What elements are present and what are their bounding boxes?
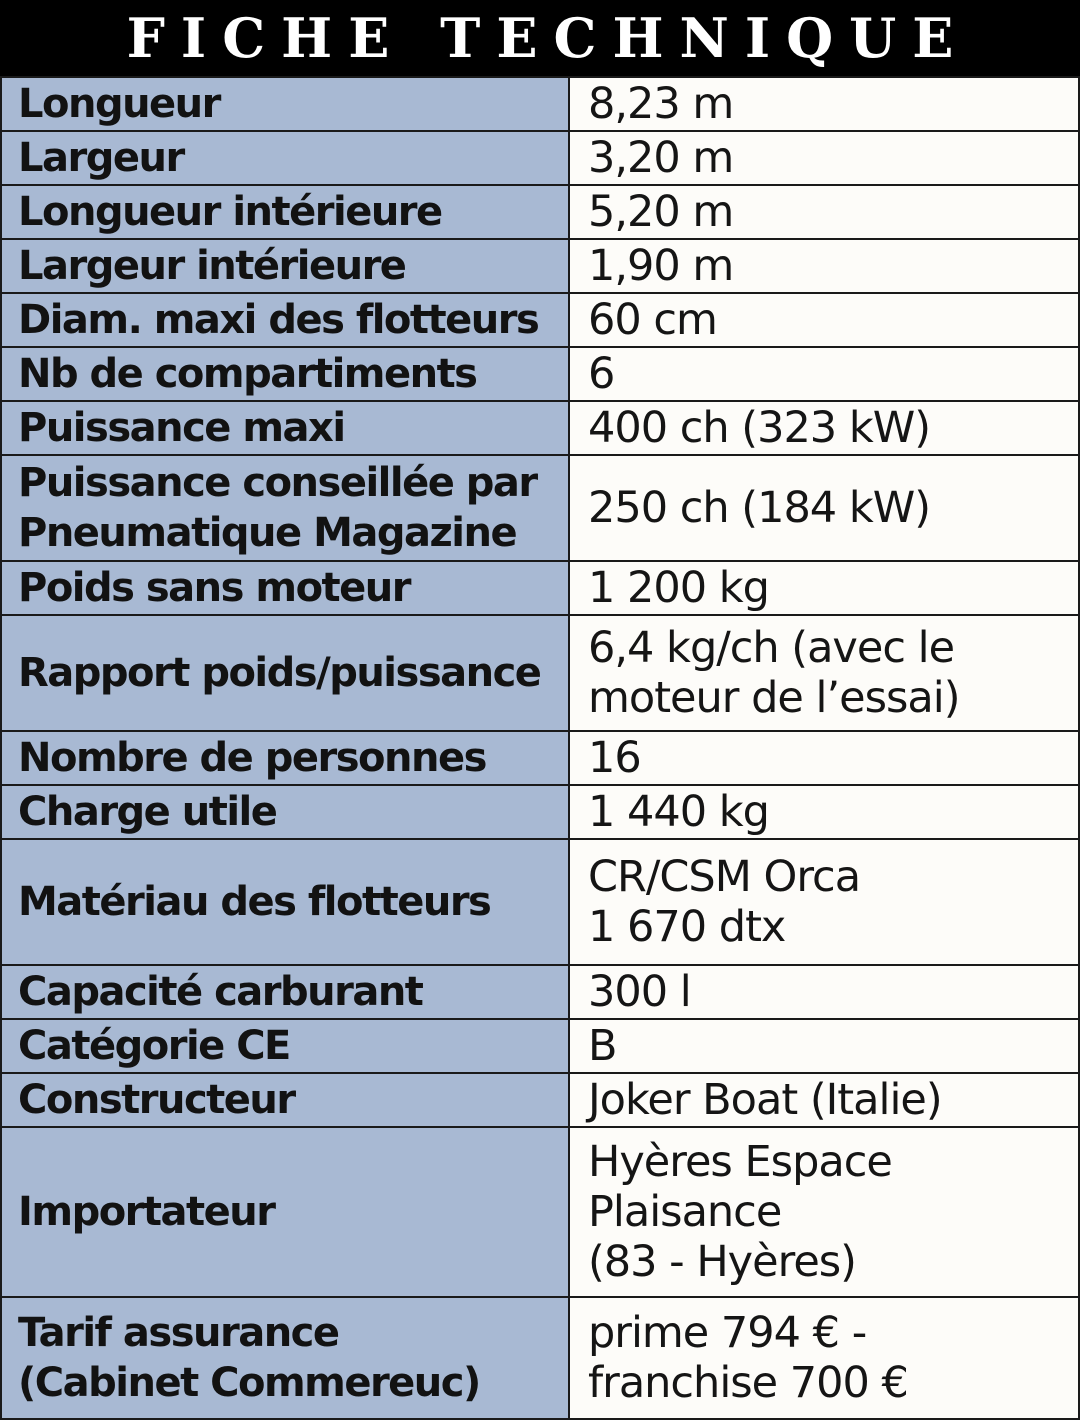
table-row [1,1127,1079,1297]
row-value: 400 ch (323 kW) [569,401,1079,455]
row-label: Poids sans moteur [1,561,569,615]
table-row [1,185,1079,239]
row-value: 16 [569,731,1079,785]
row-label: Rapport poids/puissance [1,615,569,731]
row-label: Puissance maxi [1,401,569,455]
spec-table [0,76,1080,1420]
row-label: Longueur intérieure [1,185,569,239]
row-label: Matériau des flotteurs [1,839,569,965]
row-value: 6,4 kg/ch (avec le moteur de l’essai) [569,615,1079,731]
table-row [1,561,1079,615]
row-label: Tarif assurance (Cabinet Commereuc) [1,1297,569,1419]
row-value: B [569,1019,1079,1073]
row-value: 8,23 m [569,77,1079,131]
row-label: Nb de compartiments [1,347,569,401]
table-row [1,1073,1079,1127]
row-value: 1,90 m [569,239,1079,293]
row-label: Largeur [1,131,569,185]
row-label: Catégorie CE [1,1019,569,1073]
row-label: Charge utile [1,785,569,839]
table-row [1,785,1079,839]
row-value: Hyères Espace Plaisance (83 - Hyères) [569,1127,1079,1297]
row-value: prime 794 € - franchise 700 € [569,1297,1079,1419]
row-value: 6 [569,347,1079,401]
table-row [1,347,1079,401]
table-row [1,77,1079,131]
row-value: 300 l [569,965,1079,1019]
row-value: 5,20 m [569,185,1079,239]
row-value: 1 440 kg [569,785,1079,839]
table-row [1,293,1079,347]
table-row [1,131,1079,185]
table-row [1,1019,1079,1073]
row-label: Capacité carburant [1,965,569,1019]
table-row [1,401,1079,455]
table-row [1,239,1079,293]
sheet-title: FICHE TECHNIQUE [0,0,1080,76]
table-row [1,731,1079,785]
row-label: Largeur intérieure [1,239,569,293]
row-label: Longueur [1,77,569,131]
table-row [1,1297,1079,1419]
row-value: CR/CSM Orca 1 670 dtx [569,839,1079,965]
row-label: Importateur [1,1127,569,1297]
row-value: 60 cm [569,293,1079,347]
row-value: 1 200 kg [569,561,1079,615]
table-row [1,965,1079,1019]
table-row [1,839,1079,965]
row-label: Puissance conseillée par Pneumatique Magazine [1,455,569,561]
table-row [1,615,1079,731]
table-row [1,455,1079,561]
row-value: 250 ch (184 kW) [569,455,1079,561]
row-value: Joker Boat (Italie) [569,1073,1079,1127]
row-label: Diam. maxi des flotteurs [1,293,569,347]
row-value: 3,20 m [569,131,1079,185]
row-label: Nombre de personnes [1,731,569,785]
row-label: Constructeur [1,1073,569,1127]
